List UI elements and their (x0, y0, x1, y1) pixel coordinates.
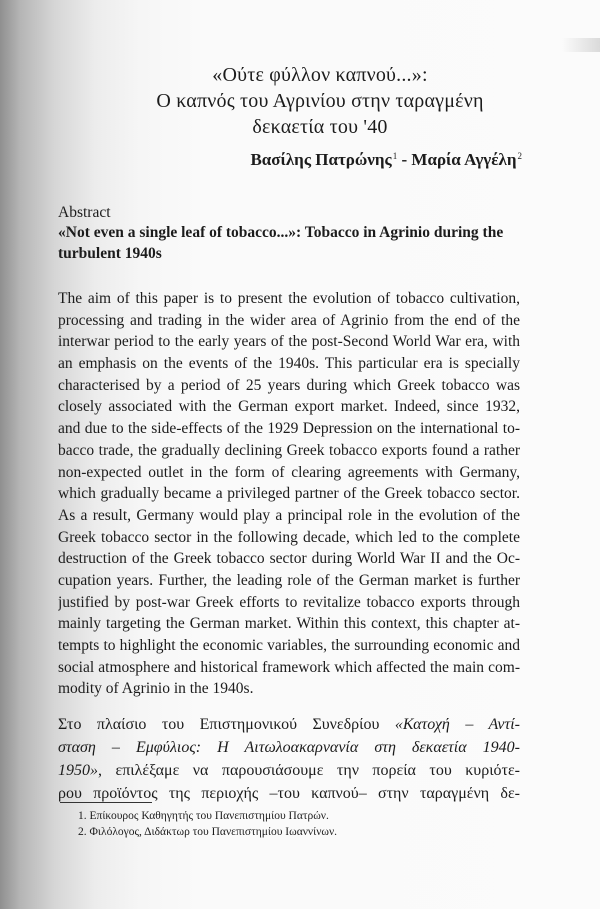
chapter-title-line: «Ούτε φύλλον καπνού...»: (212, 64, 428, 86)
body-line (58, 736, 520, 759)
abstract-body (58, 288, 520, 700)
author-separator: - (397, 150, 412, 169)
body-text-italic: 1950» (58, 762, 98, 779)
abstract-line: justified by post-war Greek efforts to revitalize tobacco exports through (58, 593, 520, 611)
chapter-title-line: Ο καπνός του Αγρινίου στην ταραγμένη (156, 90, 484, 112)
footnote: 1. Επίκουρος Καθηγητής του Πανεπιστημίου Πατρών. (78, 810, 329, 822)
abstract-title-line: «Not even a single leaf of tobacco...»: Tobacco in Agrinio during the (58, 224, 504, 241)
body-text-italic: «Κατοχή – Αντί- (394, 716, 520, 733)
abstract-line: social atmosphere and historical framework which affected the main com- (58, 658, 520, 676)
body-line: ρου προϊόντος της περιοχής –του καπνού– στην ταραγμένη δε- (58, 785, 520, 802)
abstract-line: non-expected outlet in the form of clearing agreements with Germany, (58, 463, 520, 481)
abstract-line: closely associated with the German export market. Indeed, since 1932, (58, 398, 520, 416)
abstract-line: As a result, Germany would play a principal role in the evolution of the (58, 506, 520, 524)
abstract-title (58, 222, 528, 264)
chapter-title (100, 62, 540, 140)
footnote-marker: 2 (517, 151, 522, 161)
abstract-line: cupation years. Further, the leading role of the German market is further (58, 571, 520, 589)
body-line (58, 759, 520, 782)
abstract-label: Abstract (58, 204, 111, 221)
abstract-line: mainly targeting the German market. Within this context, this chapter at- (58, 615, 520, 633)
abstract-line: modity of Agrinio in the 1940s. (58, 680, 254, 698)
abstract-line: characterised by a period of 25 years during which Greek tobacco was (58, 376, 520, 394)
footnote-marker: 1 (392, 151, 398, 161)
footnotes (78, 808, 337, 840)
abstract-line: processing and trading in the wider area of Agrinio from the end of the (58, 311, 520, 329)
abstract-line: The aim of this paper is to present the evolution of tobacco cultivation, (58, 290, 520, 307)
authors-line (250, 150, 522, 170)
abstract-line: an emphasis on the events of the 1940s. This particular era is specially (58, 355, 520, 373)
author-name: Μαρία Αγγέλη (411, 150, 517, 169)
abstract-line: and due to the side-effects of the 1929 Depression on the international to- (58, 420, 520, 438)
abstract-line: Greek tobacco sector in the following decade, which led to the complete (58, 528, 520, 546)
abstract-line: tempts to highlight the economic variables, the surrounding economic and (58, 637, 520, 654)
chapter-title-line: δεκαετία του '40 (252, 116, 388, 138)
body-text: Στο πλαίσιο του Επιστημονικού Συνεδρίου (58, 716, 395, 733)
abstract-line: which gradually became a privileged partner of the Greek tobacco sector. (58, 485, 520, 503)
footnote: 2. Φιλόλογος, Διδάκτωρ του Πανεπιστημίου Ιωαννίνων. (78, 826, 338, 838)
abstract-title-line: turbulent 1940s (58, 245, 162, 262)
abstract-line: destruction of the Greek tobacco sector during World War II and the Oc- (58, 550, 520, 568)
abstract-line: bacco trade, the gradually declining Greek tobacco exports found a rather (58, 441, 520, 459)
footnote-divider (60, 802, 152, 803)
author-name: Βασίλης Πατρώνης (250, 150, 392, 169)
body-text-italic: σταση – Εμφύλιος: Η Αιτωλοακαρνανία στη δεκαετία 1940- (58, 739, 520, 756)
body-paragraph (58, 713, 520, 805)
running-header-fragment (562, 38, 600, 52)
body-line (58, 713, 520, 736)
body-text: , επιλέξαμε να παρουσιάσουμε την πορεία του κυριότε- (98, 762, 520, 779)
abstract-line: interwar period to the early years of the post-Second World War era, with (58, 333, 520, 351)
